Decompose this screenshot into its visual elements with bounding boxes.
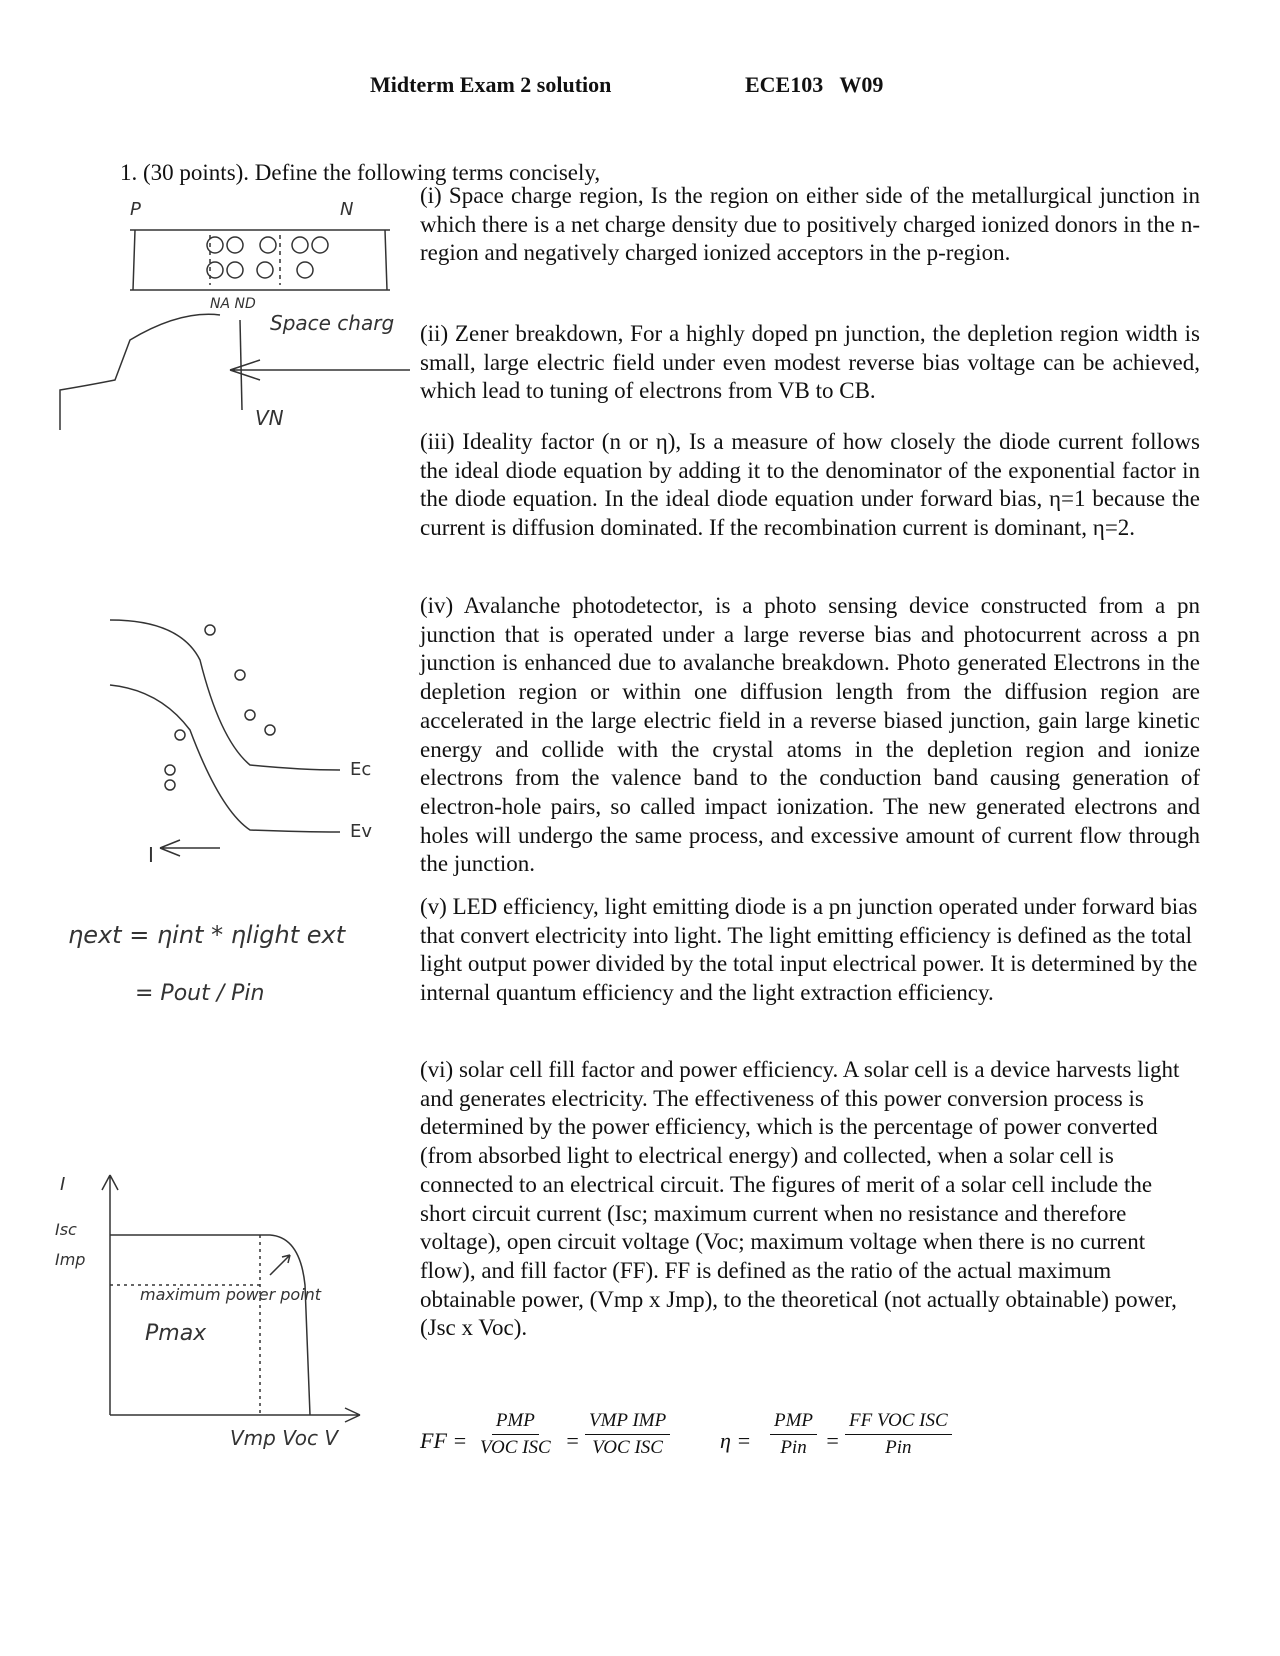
- eta-num-1: PMP: [770, 1410, 817, 1435]
- sketch-eta-ext: ηext = ηint * ηlight ext: [68, 921, 346, 949]
- sketch-vmp-voc: Vmp Voc V: [230, 1426, 338, 1450]
- eta-equals: =: [825, 1428, 840, 1453]
- sketch-isc: Isc: [55, 1220, 77, 1239]
- sketch-na-nd: NA ND: [210, 296, 256, 312]
- ff-fraction-2: [585, 1410, 670, 1459]
- ff-label: FF =: [420, 1428, 468, 1453]
- sketch-ec: Ec: [350, 759, 372, 780]
- eta-num-2: FF VOC ISC: [845, 1410, 952, 1435]
- definition-led: (v) LED efficiency, light emitting diode is a pn junction operated under forward bias that convert electricity into light. The light emitting efficiency is defined as the total light output power divided by the total input electrical power. It is determined by the internal quantum efficiency and the light extraction efficiency.: [420, 894, 1198, 1006]
- definition-zener: (ii) Zener breakdown, For a highly doped pn junction, the depletion region width is small, large electric field under even modest reverse bias voltage can be achieved, which lead to tuning of electrons from VB to CB.: [420, 321, 1200, 404]
- solar-iv-sketch: [50, 1165, 420, 1465]
- question-heading: 1. (30 points). Define the following terms concisely,: [120, 160, 601, 185]
- sketch-max-power: maximum power point: [140, 1285, 322, 1304]
- led-efficiency-sketch: [60, 915, 420, 1055]
- ff-den-2: VOC ISC: [592, 1437, 663, 1458]
- eta-den-2: Pin: [885, 1437, 912, 1458]
- ff-equals: =: [565, 1428, 580, 1453]
- definition-avalanche: (iv) Avalanche photodetector, is a photo sensing device constructed from a pn junction that is operated under a large reverse bias and photocurrent across a pn junction is enhanced due to avalanche breakdown. Photo generated Electrons in the depletion region or within one diffusion length from the diffusion region are accelerated in the large electric field in a reverse biased junction, gain large kinetic energy and collide with the crystal atoms in the depletion region and ionize electrons from the valence band to the conduction band causing generation of electron-hole pairs, so called impact ionization. The new generated electrons and holes will undergo the same process, and excessive amount of current flow through the junction.: [420, 593, 1200, 877]
- eta-fraction-2: [845, 1410, 952, 1459]
- band-diagram-sketch: [100, 600, 410, 880]
- sketch-imp: Imp: [55, 1250, 86, 1269]
- sketch-n-label: N: [340, 199, 354, 220]
- sketch-i: I: [148, 843, 154, 867]
- sketch-axis-i: I: [60, 1174, 66, 1195]
- sketch-vn: VN: [255, 406, 284, 430]
- definition-ideality: (iii) Ideality factor (n or η), Is a measure of how closely the diode current follows the ideal diode equation by adding it to the denominator of the exponential factor in the diode equation. In the ideal diode equation under forward bias, η=1 because the current is diffusion dominated. If the recombination current is dominant, η=2.: [420, 429, 1200, 541]
- eta-den-1: Pin: [780, 1437, 807, 1458]
- ff-num-2: VMP IMP: [585, 1410, 670, 1435]
- ff-fraction-1: [480, 1410, 551, 1459]
- sketch-space-charge: Space charg: [270, 311, 395, 335]
- ff-den-1: VOC ISC: [480, 1437, 551, 1458]
- ff-num-1: PMP: [492, 1410, 539, 1435]
- definition-space-charge: (i) Space charge region, Is the region on either side of the metallurgical junction in which there is a net charge density due to positively charged ionized donors in the n-region and negatively charged ionized acceptors in the p-region.: [420, 183, 1200, 266]
- sketch-ev: Ev: [350, 821, 373, 842]
- sketch-pmax: Pmax: [145, 1321, 207, 1346]
- page-title: Midterm Exam 2 solution: [370, 72, 612, 97]
- sketch-p-label: P: [130, 199, 141, 220]
- pn-junction-sketch: [30, 190, 420, 450]
- eta-label: η =: [720, 1428, 752, 1453]
- fill-factor-formula: [420, 1410, 980, 1480]
- definition-solar: (vi) solar cell fill factor and power efficiency. A solar cell is a device harvests light and generates electricity. The effectiveness of this power conversion process is determined by the power efficiency, which is the percentage of power converted (from absorbed light to electrical energy) and collected, when a solar cell is connected to an electrical circuit. The figures of merit of a solar cell include the short circuit current (Isc; maximum current when no resistance and therefore voltage), open circuit voltage (Voc; maximum voltage when there is no current flow), and fill factor (FF). FF is defined as the ratio of the actual maximum obtainable power, (Vmp x Jmp), to the theoretical (not actually obtainable) power, (Jsc x Voc).: [420, 1057, 1180, 1341]
- eta-fraction-1: [770, 1410, 817, 1459]
- course-code: ECE103 W09: [745, 72, 884, 97]
- sketch-pout-pin: = Pout / Pin: [135, 981, 265, 1006]
